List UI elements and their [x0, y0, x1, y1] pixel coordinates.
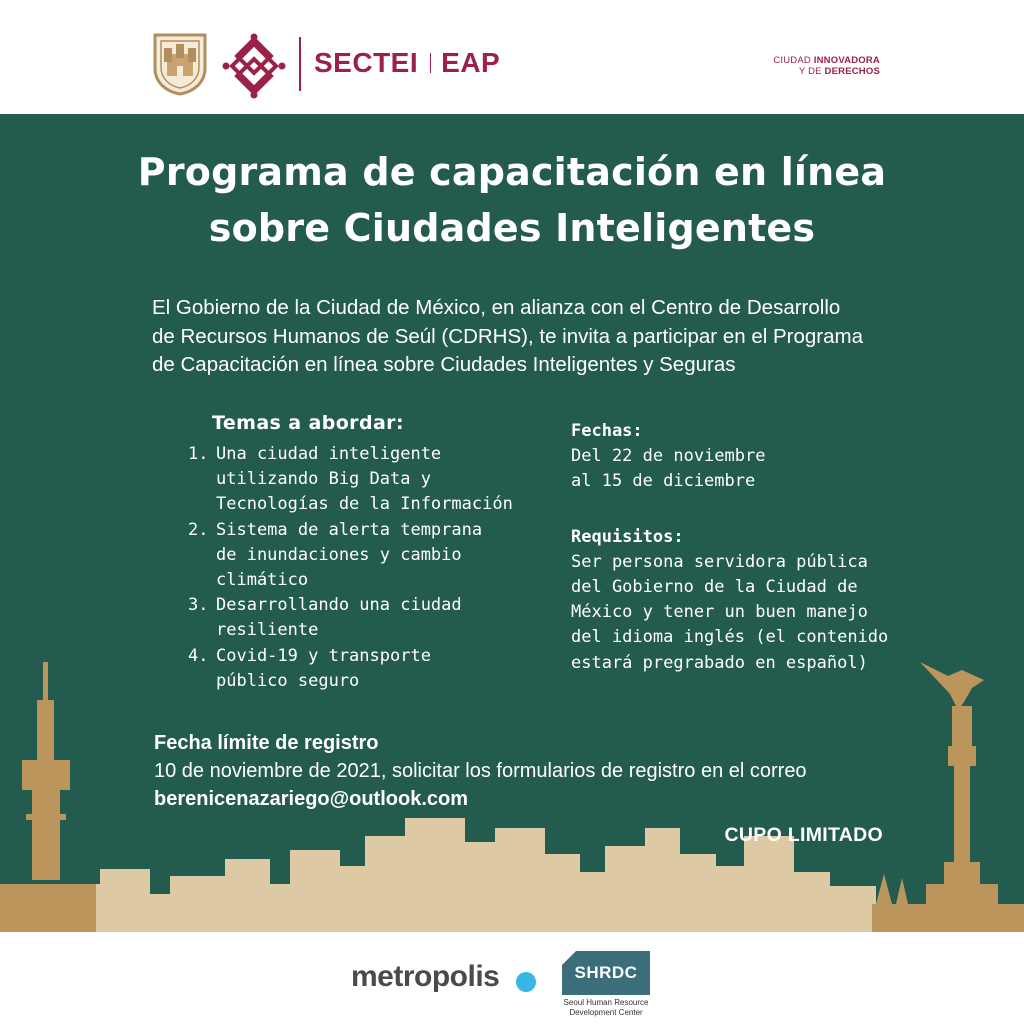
- deadline-text: 10 de noviembre de 2021, solicitar los formularios de registro en el correo: [154, 760, 807, 782]
- dates-requirements-column: [571, 419, 901, 676]
- requirements-line: Ser persona servidora pública: [571, 551, 868, 572]
- topic-line: Tecnologías de la Información: [216, 494, 513, 515]
- topic-line: resiliente: [216, 620, 319, 641]
- topic-line: Covid-19 y transporte: [216, 645, 431, 666]
- intro-paragraph: [152, 294, 892, 380]
- registration-email[interactable]: berenicenazariego@outlook.com: [154, 788, 469, 810]
- brand-sectei: SECTEI: [314, 47, 419, 78]
- topic-number: 3.: [188, 595, 209, 616]
- slogan-prefix-1: CIUDAD: [773, 55, 814, 66]
- limited-seats-label: CUPO LIMITADO: [724, 824, 883, 846]
- header-divider: [299, 37, 301, 91]
- topic-number: 1.: [188, 444, 209, 464]
- program-title: [0, 144, 1024, 256]
- content-panel: [0, 114, 1024, 932]
- slogan-bold-1: INNOVADORA: [813, 55, 880, 66]
- brand-title: [314, 47, 500, 79]
- topic-line: utilizando Big Data y: [216, 469, 431, 490]
- topic-line: Una ciudad inteligente: [216, 444, 442, 464]
- city-slogan: [773, 55, 880, 77]
- topic-number: 2.: [188, 519, 209, 540]
- shrdc-sub-line-2: Development Center: [569, 1007, 643, 1017]
- requirements-line: México y tener un buen manejo: [571, 602, 868, 623]
- dates-heading: Fechas:: [571, 421, 643, 441]
- brand-eap: EAP: [441, 47, 501, 78]
- shrdc-label: SHRDC: [574, 963, 638, 982]
- topics-heading: Temas a abordar:: [212, 412, 404, 434]
- topic-number: 4.: [188, 645, 209, 666]
- requirements-line: estará pregrabado en español): [571, 652, 868, 673]
- metropolis-dot-icon: [516, 972, 536, 992]
- dates-line-2: al 15 de diciembre: [571, 471, 756, 492]
- topic-line: de inundaciones y cambio: [216, 544, 462, 565]
- topic-item: [188, 518, 548, 594]
- requirements-line: del Gobierno de la Ciudad de: [571, 577, 858, 598]
- footer-bar: [0, 932, 1024, 1035]
- cdmx-crest-icon: [152, 32, 208, 96]
- topic-line: climático: [216, 570, 309, 591]
- topic-line: público seguro: [216, 670, 360, 691]
- topics-list: [188, 442, 548, 694]
- brand-separator: [430, 53, 431, 73]
- dates-line-1: Del 22 de noviembre: [571, 446, 766, 467]
- requirements-line: del idioma inglés (el contenido: [571, 627, 889, 648]
- title-line-1: Programa de capacitación en línea: [137, 150, 887, 194]
- header-bar: [0, 0, 1024, 114]
- spacer: [571, 495, 901, 525]
- metropolis-logo: metropolis: [351, 960, 500, 993]
- shrdc-subtitle: [548, 998, 664, 1017]
- deadline-heading: Fecha límite de registro: [154, 732, 379, 754]
- topic-item: [188, 644, 548, 694]
- intro-line-1: El Gobierno de la Ciudad de México, en alianza con el Centro de Desarrollo: [152, 296, 841, 319]
- topic-line: Sistema de alerta temprana: [216, 519, 483, 540]
- topic-line: Desarrollando una ciudad: [216, 595, 462, 616]
- slogan-bold-2: DERECHOS: [824, 66, 880, 77]
- intro-line-2: de Recursos Humanos de Seúl (CDRHS), te invita a participar en el Programa: [152, 324, 863, 348]
- cdmx-logo-icon: [222, 32, 286, 100]
- topic-item: [188, 593, 548, 643]
- topic-item: [188, 442, 548, 518]
- slogan-prefix-2: Y DE: [798, 66, 825, 77]
- title-line-2: sobre Ciudades Inteligentes: [208, 206, 816, 250]
- shrdc-logo: [562, 951, 650, 995]
- intro-line-3: de Capacitación en línea sobre Ciudades Inteligentes y Seguras: [152, 353, 736, 376]
- shrdc-sub-line-1: Seoul Human Resource: [563, 998, 649, 1007]
- requirements-heading: Requisitos:: [571, 526, 684, 547]
